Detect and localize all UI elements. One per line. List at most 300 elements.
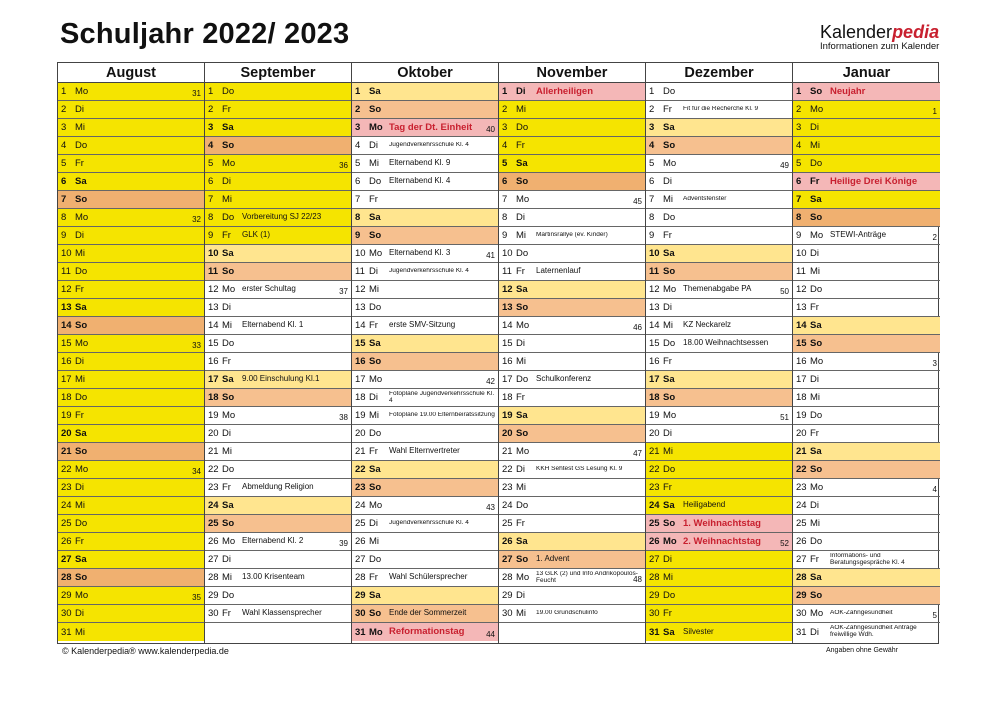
day-cell[interactable]: [58, 155, 204, 173]
day-cell[interactable]: [352, 515, 498, 533]
week-number: 5: [932, 611, 937, 620]
day-cell[interactable]: [58, 515, 204, 533]
day-cell[interactable]: [499, 407, 645, 425]
day-cell[interactable]: [646, 623, 792, 641]
day-number: 13: [355, 302, 366, 313]
day-cell[interactable]: [58, 551, 204, 569]
day-cell[interactable]: [58, 119, 204, 137]
weekday: Do: [75, 266, 88, 277]
day-cell[interactable]: [646, 335, 792, 353]
day-cell[interactable]: [646, 461, 792, 479]
weekday: Fr: [516, 140, 525, 151]
week-number: 1: [932, 107, 937, 116]
day-cell[interactable]: [352, 119, 498, 137]
day-cell[interactable]: [646, 497, 792, 515]
day-cell[interactable]: [646, 479, 792, 497]
day-cell[interactable]: [205, 227, 351, 245]
weekday: Do: [369, 428, 382, 439]
day-cell[interactable]: [205, 623, 351, 641]
day-number: 3: [61, 122, 67, 133]
day-cell[interactable]: [352, 569, 498, 587]
day-cell[interactable]: [793, 191, 940, 209]
day-cell[interactable]: [499, 317, 645, 335]
weekday: Sa: [663, 122, 675, 133]
day-cell[interactable]: [793, 245, 940, 263]
day-cell[interactable]: [646, 587, 792, 605]
day-cell[interactable]: [793, 101, 940, 119]
day-number: 5: [796, 158, 802, 169]
day-cell[interactable]: [205, 425, 351, 443]
day-cell[interactable]: [58, 623, 204, 641]
day-cell[interactable]: [205, 263, 351, 281]
day-cell[interactable]: [646, 263, 792, 281]
day-cell[interactable]: [58, 263, 204, 281]
day-cell[interactable]: [58, 335, 204, 353]
day-cell[interactable]: [352, 443, 498, 461]
day-cell[interactable]: [352, 587, 498, 605]
day-number: 10: [61, 248, 72, 259]
day-cell[interactable]: [205, 497, 351, 515]
day-cell[interactable]: [499, 497, 645, 515]
day-cell[interactable]: [646, 155, 792, 173]
day-cell[interactable]: [499, 515, 645, 533]
day-number: 27: [61, 554, 72, 565]
day-number: 17: [355, 374, 366, 385]
weekday: Do: [516, 248, 529, 259]
day-cell[interactable]: [58, 605, 204, 623]
day-cell[interactable]: [793, 83, 940, 101]
day-cell[interactable]: [499, 479, 645, 497]
weekday: So: [810, 590, 823, 601]
day-cell[interactable]: [58, 101, 204, 119]
weekday: Mi: [222, 194, 233, 205]
weekday: Fr: [810, 554, 819, 565]
day-cell[interactable]: [352, 101, 498, 119]
day-cell[interactable]: [58, 83, 204, 101]
day-cell[interactable]: [646, 191, 792, 209]
day-cell[interactable]: [793, 317, 940, 335]
day-cell[interactable]: [646, 299, 792, 317]
event-text: 1. Advent: [536, 555, 570, 564]
weekday: Fr: [810, 176, 820, 187]
day-cell[interactable]: [499, 119, 645, 137]
day-cell[interactable]: [499, 587, 645, 605]
day-cell[interactable]: [793, 371, 940, 389]
day-number: 20: [355, 428, 366, 439]
day-cell[interactable]: [352, 191, 498, 209]
day-cell[interactable]: [205, 209, 351, 227]
day-number: 20: [796, 428, 807, 439]
day-cell[interactable]: [646, 119, 792, 137]
day-cell[interactable]: [646, 317, 792, 335]
day-cell[interactable]: [646, 371, 792, 389]
day-number: 22: [208, 464, 219, 475]
day-cell[interactable]: [793, 497, 940, 515]
day-cell[interactable]: [499, 209, 645, 227]
day-cell[interactable]: [205, 317, 351, 335]
day-cell[interactable]: [793, 425, 940, 443]
day-cell[interactable]: [58, 479, 204, 497]
event-text: Silvester: [683, 627, 714, 636]
day-number: 19: [649, 410, 660, 421]
weekday: Do: [663, 338, 676, 349]
day-cell[interactable]: [793, 263, 940, 281]
day-number: 29: [649, 590, 660, 601]
day-cell[interactable]: [352, 425, 498, 443]
day-number: 19: [61, 410, 72, 421]
day-number: 28: [649, 572, 660, 583]
week-number: 44: [486, 630, 495, 639]
day-number: 21: [208, 446, 219, 457]
weekday: Sa: [516, 284, 528, 295]
day-cell[interactable]: [58, 137, 204, 155]
day-cell[interactable]: [205, 299, 351, 317]
week-number: 4: [932, 485, 937, 494]
day-cell[interactable]: [793, 605, 940, 623]
day-number: 17: [796, 374, 807, 385]
day-number: 18: [502, 392, 513, 403]
day-number: 5: [61, 158, 67, 169]
day-cell[interactable]: [205, 515, 351, 533]
day-cell[interactable]: [646, 407, 792, 425]
day-cell[interactable]: [499, 299, 645, 317]
day-cell[interactable]: [352, 407, 498, 425]
day-cell[interactable]: [499, 551, 645, 569]
day-cell[interactable]: [58, 533, 204, 551]
day-cell[interactable]: [205, 533, 351, 551]
day-number: 31: [355, 626, 366, 638]
day-cell[interactable]: [205, 245, 351, 263]
day-cell[interactable]: [352, 389, 498, 407]
event-text: Neujahr: [830, 86, 866, 97]
day-cell[interactable]: [205, 389, 351, 407]
day-number: 5: [208, 158, 214, 169]
day-cell[interactable]: [58, 353, 204, 371]
weekday: Fr: [663, 356, 672, 367]
weekday: Do: [75, 140, 88, 151]
day-cell[interactable]: [205, 137, 351, 155]
day-cell[interactable]: [793, 623, 940, 641]
event-text: Allerheiligen: [536, 86, 594, 97]
day-cell[interactable]: [352, 155, 498, 173]
day-cell[interactable]: [646, 83, 792, 101]
day-number: 12: [61, 284, 72, 295]
event-text: Martinsrallye (ev. Kinder): [536, 232, 608, 239]
weekday: Mo: [663, 158, 677, 169]
day-cell[interactable]: [646, 245, 792, 263]
week-number: 3: [932, 359, 937, 368]
day-cell[interactable]: [646, 281, 792, 299]
day-cell[interactable]: [793, 173, 940, 191]
weekday: Do: [222, 464, 235, 475]
day-cell[interactable]: [793, 479, 940, 497]
day-cell[interactable]: [499, 371, 645, 389]
day-cell[interactable]: [352, 497, 498, 515]
day-cell[interactable]: [58, 191, 204, 209]
weekday: So: [369, 104, 382, 115]
day-cell[interactable]: [352, 479, 498, 497]
day-number: 19: [796, 410, 807, 421]
day-cell[interactable]: [205, 569, 351, 587]
day-cell[interactable]: [205, 461, 351, 479]
day-cell[interactable]: [58, 443, 204, 461]
day-cell[interactable]: [58, 587, 204, 605]
week-number: 33: [192, 341, 201, 350]
event-text: 1. Weihnachtstag: [683, 518, 761, 529]
day-cell[interactable]: [205, 101, 351, 119]
day-cell[interactable]: [352, 335, 498, 353]
day-cell[interactable]: [352, 281, 498, 299]
day-number: 4: [355, 140, 361, 151]
day-cell[interactable]: [793, 209, 940, 227]
day-number: 19: [502, 410, 513, 421]
day-cell[interactable]: [793, 461, 940, 479]
day-number: 12: [796, 284, 807, 295]
day-number: 7: [796, 194, 802, 205]
weekday: Fr: [516, 392, 525, 403]
day-cell[interactable]: [205, 335, 351, 353]
event-text: Reformationstag: [389, 627, 465, 637]
kalenderpedia-logo[interactable]: [820, 23, 939, 52]
day-cell[interactable]: [793, 407, 940, 425]
day-cell[interactable]: [352, 353, 498, 371]
day-cell[interactable]: [205, 407, 351, 425]
day-cell[interactable]: [58, 389, 204, 407]
day-cell[interactable]: [352, 83, 498, 101]
day-cell[interactable]: [58, 227, 204, 245]
weekday: Mi: [663, 320, 674, 331]
day-cell[interactable]: [205, 587, 351, 605]
day-number: 18: [796, 392, 807, 403]
day-cell[interactable]: [646, 137, 792, 155]
day-number: 10: [208, 248, 219, 259]
day-number: 26: [355, 536, 366, 547]
weekday: Sa: [75, 176, 87, 187]
day-cell[interactable]: [352, 245, 498, 263]
day-cell[interactable]: [793, 515, 940, 533]
day-cell[interactable]: [352, 299, 498, 317]
day-cell[interactable]: [205, 173, 351, 191]
day-cell[interactable]: [499, 353, 645, 371]
weekday: Sa: [222, 122, 234, 133]
day-cell[interactable]: [646, 101, 792, 119]
day-number: 3: [796, 122, 802, 133]
day-cell[interactable]: [58, 173, 204, 191]
day-cell[interactable]: [352, 371, 498, 389]
day-cell[interactable]: [793, 155, 940, 173]
day-cell[interactable]: [352, 533, 498, 551]
day-number: 10: [796, 248, 807, 259]
event-text: Tag der Dt. Einheit: [389, 122, 473, 133]
weekday: Fr: [222, 356, 231, 367]
day-cell[interactable]: [499, 173, 645, 191]
day-number: 6: [649, 176, 655, 187]
day-cell[interactable]: [499, 227, 645, 245]
day-cell[interactable]: [793, 119, 940, 137]
day-number: 12: [502, 284, 513, 295]
weekday: Mo: [516, 446, 530, 457]
day-cell[interactable]: [205, 191, 351, 209]
weekday: Mi: [663, 572, 674, 583]
footer-disclaimer: Angaben ohne Gewähr: [826, 647, 898, 654]
event-text: KKH Sehtest GS Lesung Kl. 9: [536, 466, 623, 473]
day-cell[interactable]: [646, 227, 792, 245]
day-cell[interactable]: [352, 137, 498, 155]
day-number: 27: [796, 554, 807, 565]
day-cell[interactable]: [352, 209, 498, 227]
day-cell[interactable]: [646, 533, 792, 551]
day-cell[interactable]: [499, 335, 645, 353]
day-cell[interactable]: [499, 389, 645, 407]
day-cell[interactable]: [793, 281, 940, 299]
day-cell[interactable]: [793, 299, 940, 317]
day-cell[interactable]: [793, 137, 940, 155]
weekday: Sa: [810, 194, 822, 205]
event-text: Wahl Elternvertreter: [389, 447, 460, 456]
day-cell[interactable]: [352, 317, 498, 335]
weekday: So: [222, 266, 235, 277]
day-cell[interactable]: [793, 587, 940, 605]
day-cell[interactable]: [205, 155, 351, 173]
day-cell[interactable]: [352, 551, 498, 569]
day-number: 13: [502, 302, 513, 313]
day-cell[interactable]: [646, 569, 792, 587]
weekday: Do: [810, 158, 823, 169]
day-cell[interactable]: [352, 173, 498, 191]
day-cell[interactable]: [352, 227, 498, 245]
weekday: So: [369, 608, 382, 619]
weekday: Do: [810, 410, 823, 421]
week-number: 35: [192, 593, 201, 602]
day-cell[interactable]: [793, 551, 940, 569]
day-cell[interactable]: [499, 605, 645, 623]
day-cell[interactable]: [646, 551, 792, 569]
day-cell[interactable]: [793, 569, 940, 587]
day-cell[interactable]: [205, 371, 351, 389]
day-cell[interactable]: [793, 443, 940, 461]
day-cell[interactable]: [58, 299, 204, 317]
day-cell[interactable]: [646, 353, 792, 371]
weekday: Do: [369, 176, 382, 187]
day-number: 7: [208, 194, 214, 205]
day-cell[interactable]: [499, 623, 645, 641]
weekday: Mi: [516, 608, 527, 619]
weekday: So: [810, 86, 823, 97]
day-cell[interactable]: [499, 245, 645, 263]
day-cell[interactable]: [58, 497, 204, 515]
weekday: Fr: [75, 158, 84, 169]
day-cell[interactable]: [793, 389, 940, 407]
weekday: Sa: [75, 554, 87, 565]
day-number: 1: [61, 86, 67, 97]
weekday: So: [516, 176, 529, 187]
weekday: Fr: [516, 266, 525, 277]
day-cell[interactable]: [499, 155, 645, 173]
day-number: 22: [61, 464, 72, 475]
day-cell[interactable]: [205, 83, 351, 101]
day-cell[interactable]: [205, 281, 351, 299]
day-number: 16: [208, 356, 219, 367]
day-cell[interactable]: [499, 281, 645, 299]
day-cell[interactable]: [205, 443, 351, 461]
day-number: 8: [61, 212, 67, 223]
day-number: 25: [649, 518, 660, 529]
day-cell[interactable]: [499, 83, 645, 101]
event-text: AOK-Zahngesundheit Anträge freiwillige Wdh.: [830, 625, 917, 638]
day-cell[interactable]: [499, 425, 645, 443]
event-text: Jugendverkehrsschule Kl. 4: [389, 520, 469, 527]
day-cell[interactable]: [58, 569, 204, 587]
day-cell[interactable]: [499, 191, 645, 209]
day-cell[interactable]: [58, 281, 204, 299]
logo-brand-b: pedia: [892, 22, 940, 42]
weekday: So: [75, 572, 88, 583]
event-text: Fotoplane Jugendverkehrsschule Kl. 4: [389, 390, 495, 404]
day-number: 20: [502, 428, 513, 439]
day-cell[interactable]: [499, 443, 645, 461]
day-cell[interactable]: [499, 101, 645, 119]
day-cell[interactable]: [58, 209, 204, 227]
day-cell[interactable]: [352, 263, 498, 281]
day-cell[interactable]: [499, 137, 645, 155]
day-cell[interactable]: [499, 461, 645, 479]
day-cell[interactable]: [793, 353, 940, 371]
day-cell[interactable]: [205, 353, 351, 371]
weekday: Sa: [663, 374, 675, 385]
week-number: 41: [486, 251, 495, 260]
day-cell[interactable]: [646, 425, 792, 443]
day-cell[interactable]: [58, 461, 204, 479]
day-cell[interactable]: [793, 533, 940, 551]
weekday: Do: [222, 338, 235, 349]
day-cell[interactable]: [58, 371, 204, 389]
day-cell[interactable]: [58, 317, 204, 335]
event-text: Elternabend Kl. 4: [389, 177, 451, 186]
day-cell[interactable]: [352, 623, 498, 641]
weekday: Fr: [222, 104, 231, 115]
week-number: 51: [780, 413, 789, 422]
weekday: Mi: [75, 374, 86, 385]
event-text: Informations- und Beratungsgespräche Kl. 4: [830, 552, 905, 566]
day-number: 11: [502, 266, 512, 277]
day-cell[interactable]: [646, 443, 792, 461]
day-cell[interactable]: [646, 389, 792, 407]
day-cell[interactable]: [352, 605, 498, 623]
weekday: Mo: [516, 320, 530, 331]
day-cell[interactable]: [205, 605, 351, 623]
day-cell[interactable]: [205, 479, 351, 497]
weekday: Fr: [75, 536, 84, 547]
day-number: 23: [502, 482, 513, 493]
day-cell[interactable]: [58, 425, 204, 443]
day-cell[interactable]: [205, 119, 351, 137]
day-cell[interactable]: [646, 605, 792, 623]
day-cell[interactable]: [793, 335, 940, 353]
day-cell[interactable]: [205, 551, 351, 569]
day-cell[interactable]: [793, 227, 940, 245]
day-cell[interactable]: [646, 515, 792, 533]
day-cell[interactable]: [499, 569, 645, 587]
day-number: 12: [208, 284, 219, 295]
day-cell[interactable]: [352, 461, 498, 479]
day-cell[interactable]: [646, 173, 792, 191]
day-number: 8: [208, 212, 214, 223]
day-cell[interactable]: [499, 263, 645, 281]
day-cell[interactable]: [499, 533, 645, 551]
day-cell[interactable]: [58, 245, 204, 263]
day-cell[interactable]: [646, 209, 792, 227]
day-cell[interactable]: [58, 407, 204, 425]
